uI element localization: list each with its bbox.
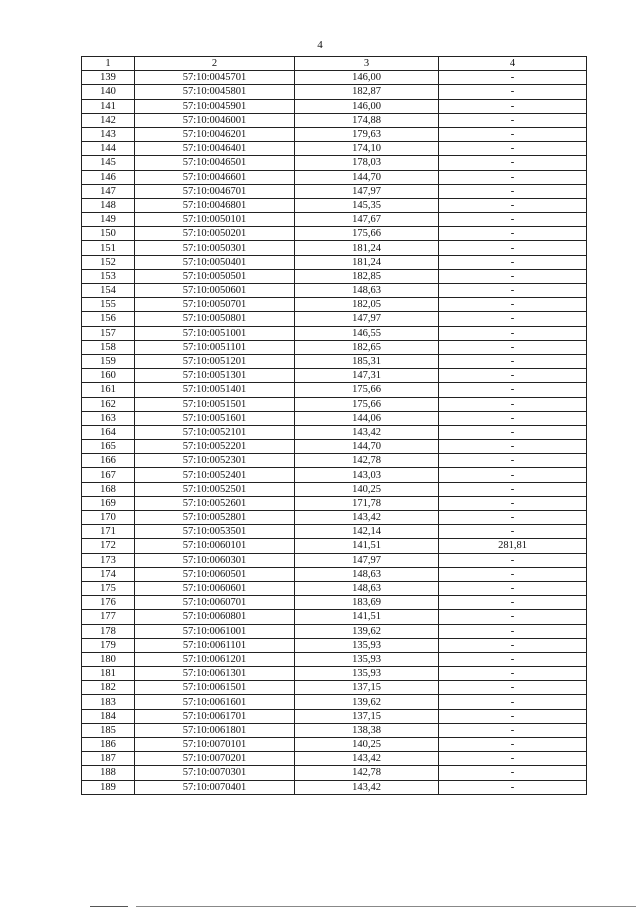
- extra-value-cell: -: [439, 752, 587, 766]
- table-row: [82, 184, 587, 198]
- cadastral-number-cell: 57:10:0050401: [135, 255, 295, 269]
- table-row: [82, 766, 587, 780]
- row-number-cell: 170: [82, 511, 135, 525]
- extra-value-cell: -: [439, 156, 587, 170]
- table-row: [82, 695, 587, 709]
- extra-value-cell: -: [439, 71, 587, 85]
- cadastral-number-cell: 57:10:0052201: [135, 440, 295, 454]
- cadastral-number-cell: 57:10:0051001: [135, 326, 295, 340]
- value-cell: 147,97: [295, 312, 439, 326]
- value-cell: 182,85: [295, 269, 439, 283]
- table-row: [82, 496, 587, 510]
- cadastral-number-cell: 57:10:0070401: [135, 780, 295, 794]
- table-row: [82, 709, 587, 723]
- extra-value-cell: -: [439, 425, 587, 439]
- extra-value-cell: -: [439, 255, 587, 269]
- row-number-cell: 149: [82, 213, 135, 227]
- row-number-cell: 154: [82, 284, 135, 298]
- row-number-cell: 184: [82, 709, 135, 723]
- value-cell: 141,51: [295, 539, 439, 553]
- row-number-cell: 177: [82, 610, 135, 624]
- table-row: [82, 567, 587, 581]
- table-row: [82, 170, 587, 184]
- value-cell: 140,25: [295, 738, 439, 752]
- cadastral-number-cell: 57:10:0051401: [135, 383, 295, 397]
- extra-value-cell: -: [439, 284, 587, 298]
- value-cell: 135,93: [295, 638, 439, 652]
- table-row: [82, 411, 587, 425]
- value-cell: 182,05: [295, 298, 439, 312]
- value-cell: 135,93: [295, 652, 439, 666]
- table-row: [82, 482, 587, 496]
- extra-value-cell: -: [439, 766, 587, 780]
- cadastral-number-cell: 57:10:0050101: [135, 213, 295, 227]
- value-cell: 145,35: [295, 198, 439, 212]
- extra-value-cell: -: [439, 496, 587, 510]
- row-number-cell: 147: [82, 184, 135, 198]
- cadastral-number-cell: 57:10:0070301: [135, 766, 295, 780]
- value-cell: 171,78: [295, 496, 439, 510]
- cadastral-number-cell: 57:10:0051501: [135, 397, 295, 411]
- table-body: [82, 71, 587, 795]
- value-cell: 143,42: [295, 511, 439, 525]
- row-number-cell: 163: [82, 411, 135, 425]
- extra-value-cell: -: [439, 241, 587, 255]
- extra-value-cell: -: [439, 142, 587, 156]
- row-number-cell: 161: [82, 383, 135, 397]
- row-number-cell: 174: [82, 567, 135, 581]
- table-row: [82, 198, 587, 212]
- value-cell: 182,87: [295, 85, 439, 99]
- value-cell: 174,10: [295, 142, 439, 156]
- value-cell: 181,24: [295, 241, 439, 255]
- row-number-cell: 153: [82, 269, 135, 283]
- table-row: [82, 780, 587, 794]
- value-cell: 135,93: [295, 667, 439, 681]
- extra-value-cell: -: [439, 113, 587, 127]
- table-row: [82, 99, 587, 113]
- header-cell-cadastral-number: 2: [135, 57, 295, 71]
- extra-value-cell: -: [439, 567, 587, 581]
- cadastral-number-cell: 57:10:0050601: [135, 284, 295, 298]
- value-cell: 148,63: [295, 284, 439, 298]
- row-number-cell: 156: [82, 312, 135, 326]
- cadastral-number-cell: 57:10:0051201: [135, 354, 295, 368]
- table-row: [82, 539, 587, 553]
- row-number-cell: 186: [82, 738, 135, 752]
- cadastral-number-cell: 57:10:0046701: [135, 184, 295, 198]
- extra-value-cell: -: [439, 780, 587, 794]
- extra-value-cell: -: [439, 326, 587, 340]
- row-number-cell: 158: [82, 340, 135, 354]
- extra-value-cell: -: [439, 596, 587, 610]
- row-number-cell: 162: [82, 397, 135, 411]
- row-number-cell: 151: [82, 241, 135, 255]
- value-cell: 142,78: [295, 454, 439, 468]
- cadastral-number-cell: 57:10:0050701: [135, 298, 295, 312]
- table-row: [82, 667, 587, 681]
- table-header-row: [82, 57, 587, 71]
- value-cell: 139,62: [295, 624, 439, 638]
- row-number-cell: 143: [82, 127, 135, 141]
- row-number-cell: 155: [82, 298, 135, 312]
- table-row: [82, 340, 587, 354]
- row-number-cell: 175: [82, 581, 135, 595]
- table-row: [82, 738, 587, 752]
- cadastral-number-cell: 57:10:0061601: [135, 695, 295, 709]
- extra-value-cell: -: [439, 198, 587, 212]
- cadastral-number-cell: 57:10:0046601: [135, 170, 295, 184]
- cadastral-number-cell: 57:10:0061101: [135, 638, 295, 652]
- row-number-cell: 144: [82, 142, 135, 156]
- extra-value-cell: -: [439, 723, 587, 737]
- cadastral-number-cell: 57:10:0060601: [135, 581, 295, 595]
- row-number-cell: 139: [82, 71, 135, 85]
- value-cell: 175,66: [295, 397, 439, 411]
- cadastral-number-cell: 57:10:0050801: [135, 312, 295, 326]
- row-number-cell: 166: [82, 454, 135, 468]
- table-row: [82, 213, 587, 227]
- row-number-cell: 183: [82, 695, 135, 709]
- row-number-cell: 179: [82, 638, 135, 652]
- extra-value-cell: -: [439, 624, 587, 638]
- value-cell: 174,88: [295, 113, 439, 127]
- header-cell-extra-value: 4: [439, 57, 587, 71]
- extra-value-cell: -: [439, 99, 587, 113]
- cadastral-number-cell: 57:10:0060301: [135, 553, 295, 567]
- extra-value-cell: -: [439, 667, 587, 681]
- cadastral-value-table: [81, 56, 587, 795]
- header-cell-value: 3: [295, 57, 439, 71]
- row-number-cell: 188: [82, 766, 135, 780]
- value-cell: 140,25: [295, 482, 439, 496]
- extra-value-cell: -: [439, 383, 587, 397]
- extra-value-cell: -: [439, 581, 587, 595]
- extra-value-cell: -: [439, 312, 587, 326]
- value-cell: 146,00: [295, 71, 439, 85]
- table-row: [82, 369, 587, 383]
- cadastral-number-cell: 57:10:0045701: [135, 71, 295, 85]
- cadastral-number-cell: 57:10:0060101: [135, 539, 295, 553]
- row-number-cell: 141: [82, 99, 135, 113]
- row-number-cell: 168: [82, 482, 135, 496]
- row-number-cell: 146: [82, 170, 135, 184]
- cadastral-number-cell: 57:10:0051101: [135, 340, 295, 354]
- value-cell: 175,66: [295, 227, 439, 241]
- table-row: [82, 624, 587, 638]
- cadastral-number-cell: 57:10:0046801: [135, 198, 295, 212]
- extra-value-cell: -: [439, 468, 587, 482]
- table-row: [82, 326, 587, 340]
- table-row: [82, 227, 587, 241]
- cadastral-number-cell: 57:10:0050501: [135, 269, 295, 283]
- value-cell: 183,69: [295, 596, 439, 610]
- table-row: [82, 284, 587, 298]
- extra-value-cell: -: [439, 738, 587, 752]
- table-row: [82, 638, 587, 652]
- row-number-cell: 176: [82, 596, 135, 610]
- row-number-cell: 181: [82, 667, 135, 681]
- row-number-cell: 157: [82, 326, 135, 340]
- cadastral-number-cell: 57:10:0052501: [135, 482, 295, 496]
- table-row: [82, 127, 587, 141]
- table-row: [82, 241, 587, 255]
- table-row: [82, 468, 587, 482]
- extra-value-cell: -: [439, 525, 587, 539]
- table-row: [82, 425, 587, 439]
- extra-value-cell: -: [439, 709, 587, 723]
- cadastral-number-cell: 57:10:0046001: [135, 113, 295, 127]
- value-cell: 144,06: [295, 411, 439, 425]
- extra-value-cell: -: [439, 411, 587, 425]
- extra-value-cell: -: [439, 454, 587, 468]
- value-cell: 143,42: [295, 425, 439, 439]
- value-cell: 148,63: [295, 567, 439, 581]
- header-cell-number: 1: [82, 57, 135, 71]
- extra-value-cell: -: [439, 269, 587, 283]
- table-row: [82, 723, 587, 737]
- row-number-cell: 167: [82, 468, 135, 482]
- table-row: [82, 553, 587, 567]
- extra-value-cell: -: [439, 440, 587, 454]
- table-row: [82, 511, 587, 525]
- cadastral-number-cell: 57:10:0052601: [135, 496, 295, 510]
- cadastral-number-cell: 57:10:0052101: [135, 425, 295, 439]
- extra-value-cell: -: [439, 354, 587, 368]
- cadastral-number-cell: 57:10:0046201: [135, 127, 295, 141]
- table-row: [82, 298, 587, 312]
- table-row: [82, 383, 587, 397]
- cadastral-number-cell: 57:10:0050201: [135, 227, 295, 241]
- value-cell: 148,63: [295, 581, 439, 595]
- value-cell: 137,15: [295, 681, 439, 695]
- value-cell: 144,70: [295, 440, 439, 454]
- row-number-cell: 150: [82, 227, 135, 241]
- extra-value-cell: -: [439, 553, 587, 567]
- cadastral-number-cell: 57:10:0060501: [135, 567, 295, 581]
- row-number-cell: 180: [82, 652, 135, 666]
- row-number-cell: 187: [82, 752, 135, 766]
- extra-value-cell: -: [439, 340, 587, 354]
- cadastral-number-cell: 57:10:0060801: [135, 610, 295, 624]
- value-cell: 146,55: [295, 326, 439, 340]
- cadastral-number-cell: 57:10:0061501: [135, 681, 295, 695]
- row-number-cell: 173: [82, 553, 135, 567]
- extra-value-cell: -: [439, 213, 587, 227]
- cadastral-number-cell: 57:10:0060701: [135, 596, 295, 610]
- value-cell: 142,14: [295, 525, 439, 539]
- row-number-cell: 185: [82, 723, 135, 737]
- table-row: [82, 142, 587, 156]
- table-row: [82, 255, 587, 269]
- cadastral-number-cell: 57:10:0046401: [135, 142, 295, 156]
- cadastral-number-cell: 57:10:0070101: [135, 738, 295, 752]
- cadastral-number-cell: 57:10:0045801: [135, 85, 295, 99]
- row-number-cell: 169: [82, 496, 135, 510]
- extra-value-cell: -: [439, 170, 587, 184]
- row-number-cell: 178: [82, 624, 135, 638]
- table-row: [82, 156, 587, 170]
- table-row: [82, 681, 587, 695]
- table-row: [82, 354, 587, 368]
- row-number-cell: 164: [82, 425, 135, 439]
- table-row: [82, 525, 587, 539]
- value-cell: 179,63: [295, 127, 439, 141]
- value-cell: 143,42: [295, 752, 439, 766]
- row-number-cell: 152: [82, 255, 135, 269]
- extra-value-cell: -: [439, 610, 587, 624]
- value-cell: 185,31: [295, 354, 439, 368]
- extra-value-cell: -: [439, 85, 587, 99]
- row-number-cell: 140: [82, 85, 135, 99]
- cadastral-number-cell: 57:10:0052301: [135, 454, 295, 468]
- table-row: [82, 71, 587, 85]
- extra-value-cell: -: [439, 184, 587, 198]
- extra-value-cell: -: [439, 482, 587, 496]
- table-row: [82, 440, 587, 454]
- value-cell: 147,67: [295, 213, 439, 227]
- value-cell: 147,31: [295, 369, 439, 383]
- table-row: [82, 269, 587, 283]
- extra-value-cell: -: [439, 652, 587, 666]
- row-number-cell: 165: [82, 440, 135, 454]
- value-cell: 138,38: [295, 723, 439, 737]
- extra-value-cell: -: [439, 127, 587, 141]
- value-cell: 147,97: [295, 184, 439, 198]
- row-number-cell: 160: [82, 369, 135, 383]
- extra-value-cell: -: [439, 227, 587, 241]
- extra-value-cell: -: [439, 695, 587, 709]
- value-cell: 143,42: [295, 780, 439, 794]
- cadastral-number-cell: 57:10:0052801: [135, 511, 295, 525]
- table-row: [82, 113, 587, 127]
- table-row: [82, 312, 587, 326]
- row-number-cell: 182: [82, 681, 135, 695]
- extra-value-cell: -: [439, 638, 587, 652]
- value-cell: 178,03: [295, 156, 439, 170]
- cadastral-number-cell: 57:10:0051301: [135, 369, 295, 383]
- cadastral-number-cell: 57:10:0045901: [135, 99, 295, 113]
- extra-value-cell: -: [439, 397, 587, 411]
- table-row: [82, 454, 587, 468]
- cadastral-number-cell: 57:10:0046501: [135, 156, 295, 170]
- cadastral-number-cell: 57:10:0053501: [135, 525, 295, 539]
- table-row: [82, 397, 587, 411]
- cadastral-number-cell: 57:10:0051601: [135, 411, 295, 425]
- cadastral-number-cell: 57:10:0061701: [135, 709, 295, 723]
- extra-value-cell: -: [439, 298, 587, 312]
- page-number: 4: [317, 39, 323, 51]
- value-cell: 139,62: [295, 695, 439, 709]
- table-row: [82, 581, 587, 595]
- row-number-cell: 171: [82, 525, 135, 539]
- cadastral-number-cell: 57:10:0061301: [135, 667, 295, 681]
- cadastral-number-cell: 57:10:0061801: [135, 723, 295, 737]
- row-number-cell: 142: [82, 113, 135, 127]
- row-number-cell: 159: [82, 354, 135, 368]
- value-cell: 147,97: [295, 553, 439, 567]
- value-cell: 146,00: [295, 99, 439, 113]
- value-cell: 137,15: [295, 709, 439, 723]
- extra-value-cell: -: [439, 681, 587, 695]
- value-cell: 175,66: [295, 383, 439, 397]
- value-cell: 181,24: [295, 255, 439, 269]
- row-number-cell: 189: [82, 780, 135, 794]
- value-cell: 144,70: [295, 170, 439, 184]
- value-cell: 143,03: [295, 468, 439, 482]
- row-number-cell: 172: [82, 539, 135, 553]
- table-row: [82, 610, 587, 624]
- row-number-cell: 148: [82, 198, 135, 212]
- cadastral-number-cell: 57:10:0061001: [135, 624, 295, 638]
- cadastral-number-cell: 57:10:0061201: [135, 652, 295, 666]
- extra-value-cell: -: [439, 369, 587, 383]
- value-cell: 182,65: [295, 340, 439, 354]
- table-row: [82, 85, 587, 99]
- extra-value-cell: 281,81: [439, 539, 587, 553]
- table-row: [82, 596, 587, 610]
- cadastral-number-cell: 57:10:0050301: [135, 241, 295, 255]
- value-cell: 142,78: [295, 766, 439, 780]
- table-row: [82, 652, 587, 666]
- value-cell: 141,51: [295, 610, 439, 624]
- cadastral-number-cell: 57:10:0070201: [135, 752, 295, 766]
- row-number-cell: 145: [82, 156, 135, 170]
- extra-value-cell: -: [439, 511, 587, 525]
- table-row: [82, 752, 587, 766]
- cadastral-number-cell: 57:10:0052401: [135, 468, 295, 482]
